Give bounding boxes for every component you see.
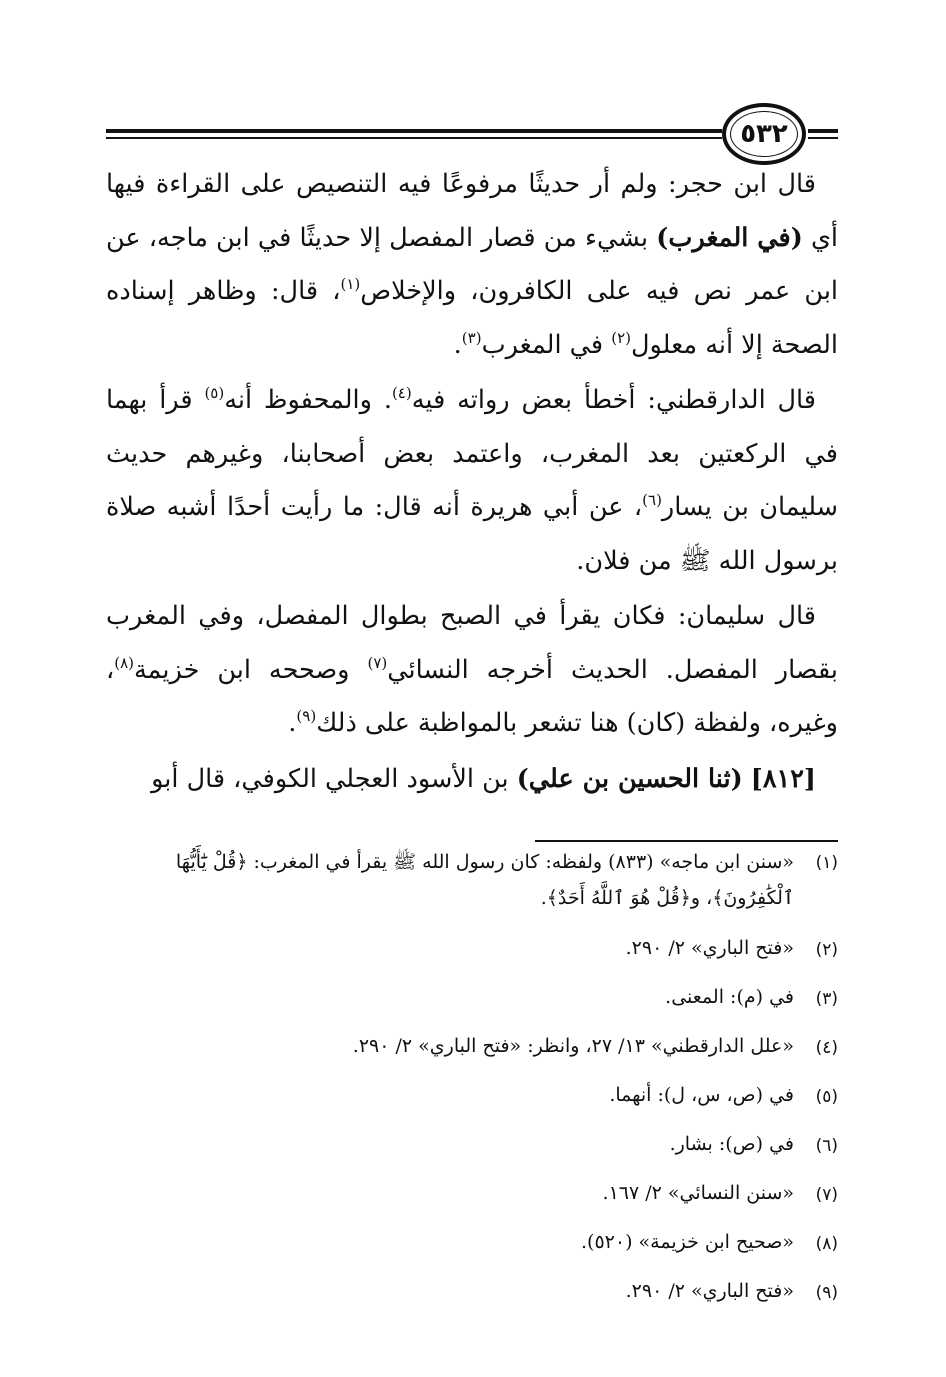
- footnote-text: «فتح الباري» ٢/ ٢٩٠.: [625, 1280, 794, 1302]
- p1-text-c: ، قال: وظاهر إسناده الصحة إلا أنه معلول: [106, 276, 838, 360]
- page-number: ٥٣٢: [740, 119, 788, 149]
- header-rule-thick: [106, 129, 722, 133]
- paragraph-2: [106, 374, 838, 588]
- footnote-number: (١): [815, 853, 838, 873]
- footnote-number: (٦): [815, 1136, 838, 1156]
- p3-text-d: .: [288, 708, 297, 738]
- p2-text-b: . والمحفوظ أنه: [224, 385, 392, 415]
- footnote-text: «صحيح ابن خزيمة» (٥٢٠).: [581, 1231, 794, 1253]
- footnote-number: (٥): [815, 1087, 838, 1107]
- footnote-number: (٢): [815, 940, 838, 960]
- footnote-number: (٩): [815, 1283, 838, 1303]
- header-rule-right-thick: [808, 129, 838, 133]
- p2-text-c: قرأ بهما في الركعتين بعد المغرب، واعتمد بعض أصحابنا، وغيرهم حديث سليمان بن يسار: [106, 385, 839, 522]
- p1-bold: (في المغرب): [656, 222, 803, 253]
- footnotes: [106, 850, 838, 1329]
- footnote-text: «علل الدارقطني» ١٣/ ٢٧، وانظر: «فتح الباري» ٢/ ٢٩٠.: [352, 1035, 794, 1057]
- footnote-number: (٨): [815, 1234, 838, 1254]
- footnote-number: (٣): [815, 989, 838, 1009]
- p3-text-b: وصححه ابن خزيمة: [134, 654, 350, 685]
- footnote-item: [106, 986, 838, 1014]
- main-text: [106, 158, 838, 806]
- p4-bold: (ثنا الحسين بن علي): [516, 763, 743, 794]
- hadith-number: [٨١٢]: [750, 763, 816, 794]
- footnote-item: [106, 1084, 838, 1112]
- footnote-ref-6: (٦): [642, 491, 662, 509]
- footnote-item: [106, 850, 838, 916]
- paragraph-3: [106, 590, 838, 751]
- footnote-item: [106, 1231, 838, 1259]
- footnote-text: في (ص، س، ل): أنهما.: [609, 1084, 794, 1106]
- page-number-inner-ring: [730, 111, 798, 157]
- footnote-ref-7: (٧): [367, 653, 388, 672]
- footnote-ref-9: (٩): [296, 707, 317, 725]
- footnote-separator: [535, 840, 838, 842]
- footnote-ref-3: (٣): [461, 328, 482, 347]
- footnote-item: [106, 937, 838, 965]
- footnote-text: في (ص): بشار.: [669, 1133, 794, 1155]
- footnote-text: «سنن النسائي» ٢/ ١٦٧.: [602, 1182, 794, 1204]
- p1-text-b: بشيء من قصار المفصل إلا حديثًا في ابن ماجه، عن ابن عمر نص فيه على الكافرون، والإخلاص: [106, 222, 839, 306]
- footnote-ref-8: (٨): [114, 653, 135, 672]
- footnote-item: [106, 1133, 838, 1161]
- footnote-item: [106, 1280, 838, 1308]
- footnote-ref-2: (٢): [611, 328, 631, 347]
- footnote-ref-1: (١): [340, 275, 361, 293]
- p2-text-a: قال الدارقطني: أخطأ بعض رواته فيه: [411, 385, 816, 415]
- header-rule-thin: [106, 137, 722, 139]
- footnote-ref-4: (٤): [391, 384, 412, 402]
- footnote-text: «فتح الباري» ٢/ ٢٩٠.: [625, 937, 794, 959]
- p2-text-d: ، عن أبي هريرة أنه قال: ما رأيت أحدًا أشبه صلاة برسول الله ﷺ من فلان.: [106, 492, 838, 576]
- p1-text-e: .: [453, 329, 462, 360]
- p1-text-d: في المغرب: [481, 329, 604, 360]
- footnote-ref-5: (٥): [204, 384, 225, 402]
- page-number-badge: [722, 103, 806, 165]
- footnote-text: في (م): المعنى.: [665, 986, 794, 1008]
- footnote-text: «سنن ابن ماجه» (٨٣٣) ولفظه: كان رسول الله ﷺ يقرأ في المغرب: ﴿قُلْ يَٰٓأَيُّهَا ٱلْكَٰفِرُونَ﴾، و﴿قُلْ هُوَ ٱللَّهُ أَحَدٌ﴾.: [175, 851, 794, 909]
- p3-text-a: قال سليمان: فكان يقرأ في الصبح بطوال المفصل، وفي المغرب بقصار المفصل. الحديث أخرجه النسائي: [106, 601, 838, 685]
- footnote-number: (٧): [815, 1185, 838, 1205]
- p4-text-b: بن الأسود العجلي الكوفي، قال أبو: [151, 763, 509, 794]
- paragraph-4: [106, 753, 838, 807]
- footnote-number: (٤): [815, 1038, 838, 1058]
- paragraph-1: [106, 158, 838, 372]
- footnote-item: [106, 1182, 838, 1210]
- footnote-item: [106, 1035, 838, 1063]
- p1-text: قال ابن حجر: ولم أر حديثًا مرفوعًا فيه التنصيص على القراءة فيها أي: [106, 169, 838, 253]
- p3-text-c: ، وغيره، ولفظة (كان) هنا تشعر بالمواظبة على ذلك: [106, 654, 838, 738]
- header-rule-right-thin: [808, 137, 838, 139]
